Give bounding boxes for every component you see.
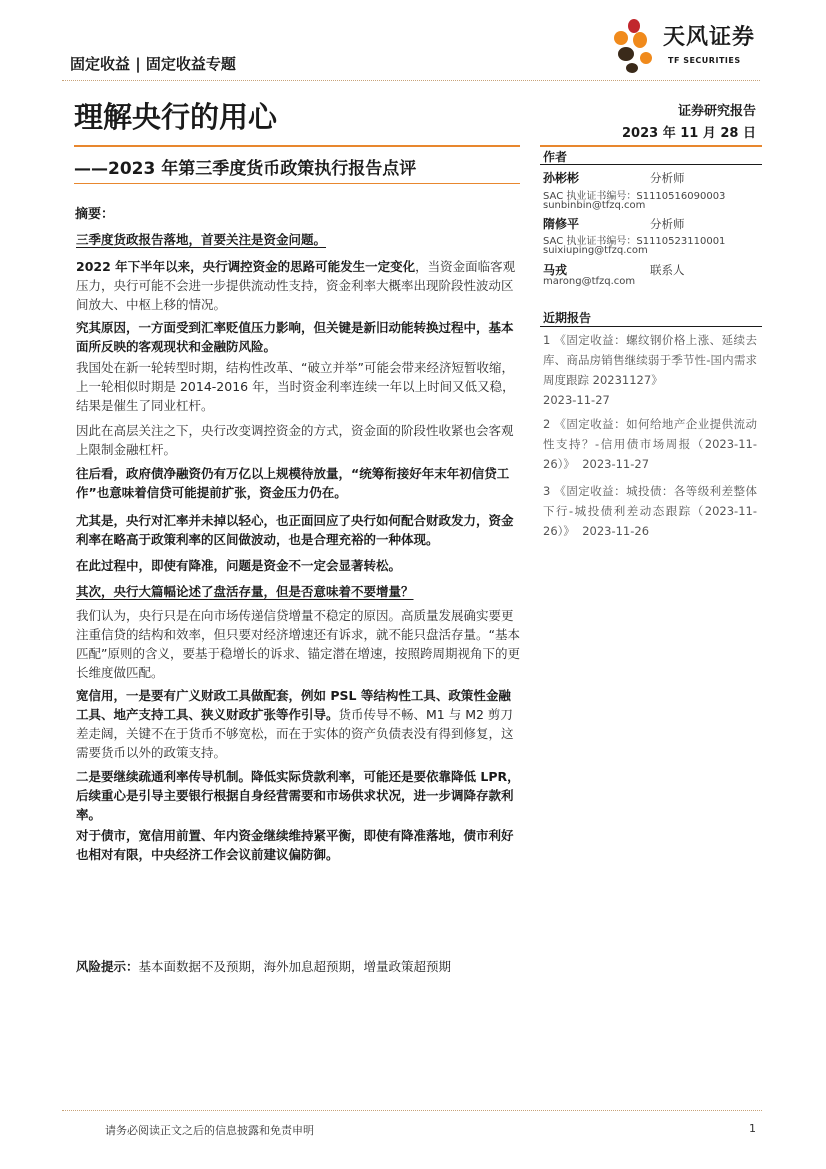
- company-logo: [610, 18, 760, 76]
- summary-paragraph-7: 尤其是，央行对汇率并未掉以轻心，也正面回应了央行如何配合财政发力，资金利率在略高于政策利率的区间做波动，也是合理充裕的一种体现。: [76, 513, 514, 547]
- summary-paragraph-13: 对于债市，宽信用前置、年内资金继续维持紧平衡，即使有降准落地，债市利好也相对有限，中央经济工作会议前建议偏防御。: [76, 828, 514, 862]
- recent-reports-divider: [540, 326, 762, 327]
- recent-report-date: 2023-11-27: [582, 457, 650, 471]
- authors-heading: 作者: [543, 150, 568, 164]
- author-email[interactable]: sunbinbin@tfzq.com: [543, 200, 646, 211]
- footer-divider: [62, 1110, 762, 1111]
- report-subtitle: ——2023 年第三季度货币政策执行报告点评: [74, 159, 417, 179]
- author-email[interactable]: marong@tfzq.com: [543, 276, 636, 287]
- title-rule-right: [540, 145, 762, 147]
- paragraph-2-emphasis: 2022 年下半年以来，央行调控资金的思路可能发生一定变化: [76, 259, 416, 274]
- recent-report-title[interactable]: 3 《固定收益：城投债：各等级利差整体下行-城投债利差动态跟踪（2023-11-26）》: [543, 484, 757, 538]
- author-cert: SAC 执业证书编号：S1110523110001: [543, 236, 726, 247]
- recent-report-item[interactable]: [543, 481, 757, 541]
- summary-paragraph-6: 往后看，政府债净融资仍有万亿以上规模待放量，“统筹衔接好年末年初信贷工作”也意味着信贷可能提前扩张，资金压力仍在。: [76, 466, 510, 500]
- author-role: 联系人: [650, 263, 685, 277]
- logo-mark-icon: [610, 18, 660, 74]
- page-number: 1: [749, 1122, 756, 1135]
- summary-label: 摘要：: [75, 207, 115, 222]
- recent-report-title[interactable]: 2 《固定收益：如何给地产企业提供流动性支持？-信用债市场周报（2023-11-26）》: [543, 417, 757, 471]
- recent-report-title[interactable]: 1 《固定收益：螺纹钢价格上涨、延续去库、商品房销售继续弱于季节性-国内需求周度跟踪 20231127》: [543, 333, 757, 387]
- subtitle-rule: [74, 183, 520, 184]
- summary-paragraph-4: 我国处在新一轮转型时期，结构性改革、“破立并举”可能会带来经济短暂收缩，上一轮相似时期是 2014-2016 年，当时资金利率连续一年以上时间又低又稳，结果是催生了同业杠杆。: [76, 360, 515, 413]
- author-role: 分析师: [650, 171, 685, 185]
- summary-paragraph-9: 其次，央行大篇幅论述了盘活存量，但是否意味着不要增量？: [76, 584, 414, 599]
- summary-paragraph-2: [76, 257, 520, 314]
- footer-disclaimer: 请务必阅读正文之后的信息披露和免责申明: [105, 1124, 314, 1137]
- authors-divider: [540, 164, 762, 165]
- summary-paragraph-11: [76, 686, 520, 762]
- report-type: 证券研究报告: [677, 104, 756, 119]
- author-email[interactable]: suixiuping@tfzq.com: [543, 245, 648, 256]
- report-title: 理解央行的用心: [74, 100, 278, 134]
- report-date: 2023 年 11 月 28 日: [622, 126, 756, 141]
- paragraph-11-emphasis: 宽信用，一是要有广义财政工具做配套，例如 PSL 等结构性工具、政策性金融工具、地产支持工具、狭义财政扩张等作引导。: [76, 688, 511, 722]
- author-name: 隋修平: [543, 217, 580, 231]
- summary-paragraph-8: 在此过程中，即使有降准，问题是资金不一定会显著转松。: [76, 558, 402, 573]
- summary-paragraph-10: 我们认为，央行只是在向市场传递信贷增量不稳定的原因。高质量发展确实要更注重信贷的结构和效率，但只要对经济增速还有诉求，就不能只盘活存量。“基本匹配”原则的含义，要基于稳增长的诉求、锚定潜在增速，按照跨周期视角下的更长维度做匹配。: [76, 608, 520, 680]
- summary-paragraph-12: 二是要继续疏通利率传导机制。降低实际贷款利率，可能还是要依靠降低 LPR，后续重心是引导主要银行根据自身经营需要和市场供求状况，进一步调降存款利率。: [76, 769, 520, 822]
- risk-text: 基本面数据不及预期，海外加息超预期，增量政策超预期: [138, 959, 452, 974]
- recent-report-date: 2023-11-27: [543, 393, 610, 407]
- summary-paragraph-3: 究其原因，一方面受到汇率贬值压力影响，但关键是新旧动能转换过程中，基本面所反映的客观现状和金融防风险。: [76, 320, 514, 354]
- summary-paragraph-5: 因此在高层关注之下，央行改变调控资金的方式，资金面的阶段性收紧也会客观上限制金融杠杆。: [76, 423, 514, 457]
- risk-label: 风险提示：: [76, 959, 139, 974]
- recent-reports-heading: 近期报告: [543, 311, 592, 325]
- title-rule-left: [74, 145, 520, 147]
- summary-paragraph-1: 三季度货政报告落地，首要关注是资金问题。: [76, 232, 327, 247]
- paragraph-2-body: ，当资金面临客观压力，央行可能不会进一步提供流动性支持，资金利率大概率出现阶段性波动区间放大、中枢上移的情况。: [76, 259, 516, 312]
- risk-warning: [76, 957, 451, 975]
- paragraph-11-body: 货币传导不畅、M1 与 M2 剪刀差走阔，关键不在于货币不够宽松，而在于实体的资产负债表没有得到修复，这需要货币以外的政策支持。: [76, 707, 514, 760]
- report-category: 固定收益 | 固定收益专题: [70, 55, 236, 73]
- author-cert: SAC 执业证书编号：S1110516090003: [543, 191, 726, 202]
- logo-text-cn: 天风证券: [663, 25, 756, 50]
- header-divider: [62, 80, 760, 81]
- author-name: 孙彬彬: [543, 171, 580, 185]
- recent-report-item[interactable]: [543, 414, 757, 474]
- author-name: 马戎: [543, 263, 568, 277]
- recent-report-item[interactable]: [543, 330, 757, 410]
- logo-text-en: TF SECURITIES: [668, 56, 741, 65]
- author-role: 分析师: [650, 217, 685, 231]
- recent-report-date: 2023-11-26: [582, 524, 650, 538]
